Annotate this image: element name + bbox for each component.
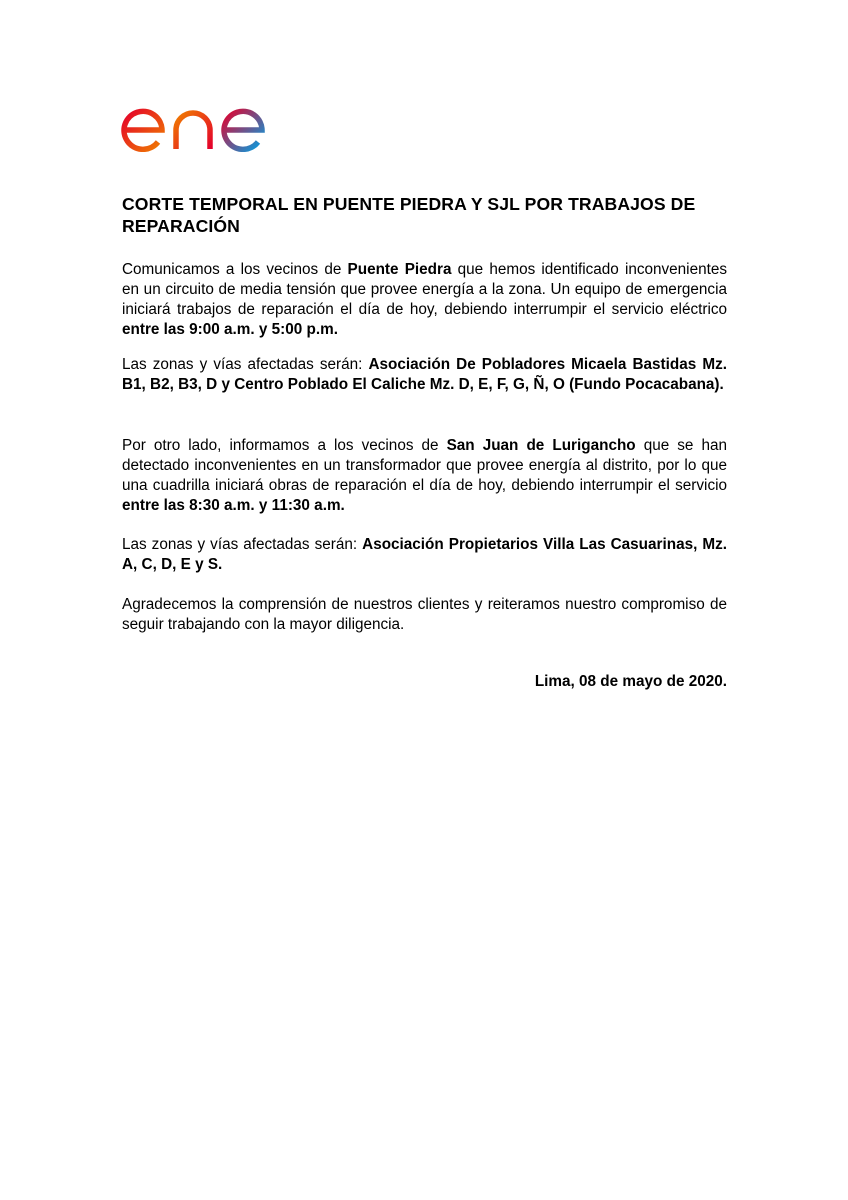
paragraph-text: Por otro lado, informamos a los vecinos de (122, 437, 447, 454)
paragraph-text: que se han detectado inconvenientes en un transformador que provee energía al distrito, por lo que una cuadrilla iniciará obras de reparación el día de hoy, debiendo interrumpir el servicio (122, 437, 727, 494)
paragraph-text: que hemos identificado inconvenientes en un circuito de media tensión que provee energía a la zona. Un equipo de emergencia iniciará trabajos de reparación el día de hoy, debiendo interrumpir el servicio eléctrico (122, 261, 727, 318)
notice-paragraph-puente-piedra (122, 260, 727, 340)
closing-paragraph (122, 595, 727, 635)
date-line: Lima, 08 de mayo de 2020. (534, 673, 727, 690)
paragraph-text: Comunicamos a los vecinos de (122, 261, 348, 278)
paragraph-bold-text: entre las 8:30 a.m. y 11:30 a.m. (122, 497, 345, 514)
notice-paragraph-sjl (122, 436, 727, 516)
paragraph-text: Las zonas y vías afectadas serán: (122, 356, 369, 373)
paragraph-text: Agradecemos la comprensión de nuestros clientes y reiteramos nuestro compromiso de seguir trabajando con la mayor diligencia. (122, 596, 727, 633)
enel-logo (118, 84, 300, 152)
paragraph-text: Las zonas y vías afectadas serán: (122, 536, 363, 553)
paragraph-bold-text: Puente Piedra (347, 261, 452, 278)
page-title: CORTE TEMPORAL EN PUENTE PIEDRA Y SJL POR TRABAJOS DE REPARACIÓN (122, 194, 696, 236)
paragraph-bold-text: San Juan de Lurigancho (446, 437, 636, 454)
affected-zones-puente-piedra (122, 355, 727, 395)
affected-zones-sjl (122, 535, 727, 575)
paragraph-bold-text: Asociación Propietarios Villa Las Casuarinas, Mz. A, C, D, E y S. (122, 536, 727, 573)
paragraph-bold-text: Asociación De Pobladores Micaela Bastidas Mz. B1, B2, B3, D y Centro Poblado El Caliche Mz. D, E, F, G, Ñ, O (Fundo Pocacabana). (122, 356, 727, 393)
paragraph-bold-text: entre las 9:00 a.m. y 5:00 p.m. (122, 321, 338, 338)
